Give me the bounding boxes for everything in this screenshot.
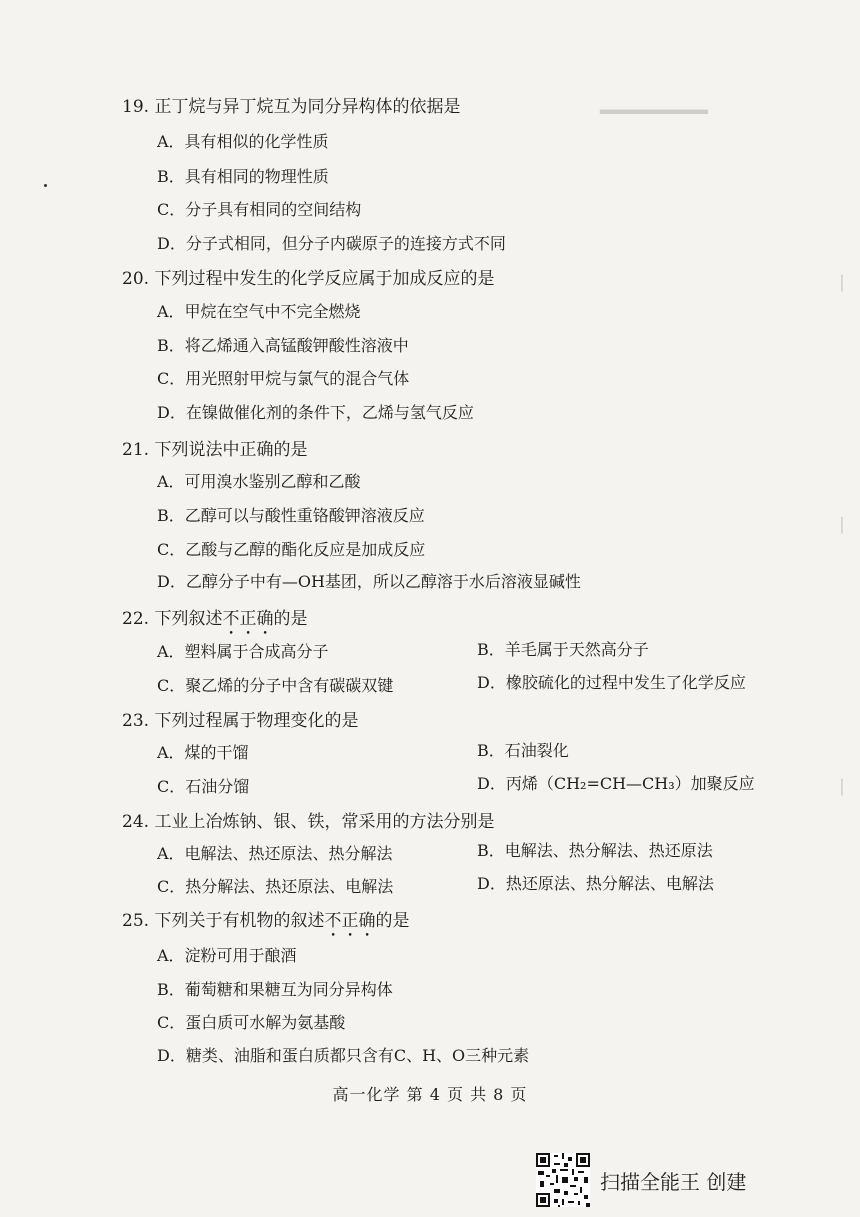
question-24-option-d: D．热还原法、热分解法、电解法 — [477, 874, 714, 893]
question-number: 23. — [122, 711, 150, 731]
question-25-stem — [122, 906, 409, 941]
question-25-option-c: C．蛋白质可水解为氨基酸 — [157, 1013, 346, 1032]
question-text: 正丁烷与异丁烷互为同分异构体的依据是 — [154, 97, 461, 117]
bleed-through-decoration: ▏ — [841, 518, 852, 534]
question-number: 19. — [122, 97, 150, 117]
question-text: 下列说法中正确的是 — [154, 440, 308, 460]
question-25-option-b: B．葡萄糖和果糖互为同分异构体 — [157, 980, 393, 999]
question-text: 工业上冶炼钠、银、铁，常采用的方法分别是 — [154, 812, 495, 832]
question-text-before: 下列关于有机物的叙述 — [154, 911, 325, 931]
question-22-option-b: B．羊毛属于天然高分子 — [477, 640, 649, 659]
stray-mark — [44, 184, 47, 187]
bleed-through-decoration: ▏ — [841, 780, 852, 796]
question-text: 下列过程中发生的化学反应属于加成反应的是 — [154, 269, 495, 289]
question-19-option-d: D．分子式相同，但分子内碳原子的连接方式不同 — [157, 234, 506, 253]
question-24-stem — [122, 807, 494, 832]
question-20-option-c: C．用光照射甲烷与氯气的混合气体 — [157, 369, 410, 388]
question-22-stem — [122, 604, 307, 639]
scanner-watermark — [536, 1153, 746, 1207]
question-22-option-a: A．塑料属于合成高分子 — [157, 642, 329, 661]
question-23-stem — [122, 706, 358, 731]
question-20-option-a: A．甲烷在空气中不完全燃烧 — [157, 302, 361, 321]
question-20-option-b: B．将乙烯通入高锰酸钾酸性溶液中 — [157, 336, 409, 355]
question-24-option-a: A．电解法、热还原法、热分解法 — [157, 844, 393, 863]
question-number: 20. — [122, 269, 150, 289]
question-21-option-d: D．乙醇分子中有—OH基团，所以乙醇溶于水后溶液显碱性 — [157, 572, 581, 591]
page-footer: 高一化学 第 4 页 共 8 页 — [332, 1085, 528, 1104]
question-21-option-b: B．乙醇可以与酸性重铬酸钾溶液反应 — [157, 506, 425, 525]
question-text-emphasis: 不正确 — [324, 911, 376, 931]
question-23-option-a: A．煤的干馏 — [157, 743, 249, 762]
question-number: 25. — [122, 911, 150, 931]
question-25-option-d: D．糖类、油脂和蛋白质都只含有C、H、O三种元素 — [157, 1046, 530, 1065]
question-24-option-c: C．热分解法、热还原法、电解法 — [157, 877, 394, 896]
question-number: 22. — [122, 609, 150, 629]
question-19-option-c: C．分子具有相同的空间结构 — [157, 200, 362, 219]
question-21-option-a: A．可用溴水鉴别乙醇和乙酸 — [157, 472, 361, 491]
qr-code-icon — [536, 1153, 590, 1207]
question-number: 24. — [122, 812, 150, 832]
question-19-option-b: B．具有相同的物理性质 — [157, 167, 329, 186]
bleed-through-decoration: ▔▔▔▔▔ — [600, 110, 708, 143]
question-23-option-d: D．丙烯（CH₂=CH—CH₃）加聚反应 — [477, 774, 755, 793]
question-19-option-a: A．具有相似的化学性质 — [157, 132, 329, 151]
question-23-option-c: C．石油分馏 — [157, 777, 250, 796]
question-number: 21. — [122, 440, 150, 460]
question-19-stem — [122, 92, 460, 117]
question-text-emphasis: 不正确 — [222, 609, 274, 629]
bleed-through-decoration: ▏ — [841, 276, 852, 292]
question-23-option-b: B．石油裂化 — [477, 741, 569, 760]
question-25-option-a: A．淀粉可用于酿酒 — [157, 946, 297, 965]
question-20-stem — [122, 264, 494, 289]
question-21-stem — [122, 435, 307, 460]
scanner-label: 扫描全能王 创建 — [600, 1169, 747, 1194]
question-22-option-d: D．橡胶硫化的过程中发生了化学反应 — [477, 673, 746, 692]
question-20-option-d: D．在镍做催化剂的条件下，乙烯与氢气反应 — [157, 403, 474, 422]
question-24-option-b: B．电解法、热分解法、热还原法 — [477, 841, 713, 860]
question-text: 下列过程属于物理变化的是 — [154, 711, 359, 731]
question-22-option-c: C．聚乙烯的分子中含有碳碳双键 — [157, 676, 394, 695]
question-text-before: 下列叙述 — [154, 609, 223, 629]
question-text-after: 的是 — [273, 609, 308, 629]
question-text-after: 的是 — [375, 911, 410, 931]
question-21-option-c: C．乙酸与乙醇的酯化反应是加成反应 — [157, 540, 426, 559]
